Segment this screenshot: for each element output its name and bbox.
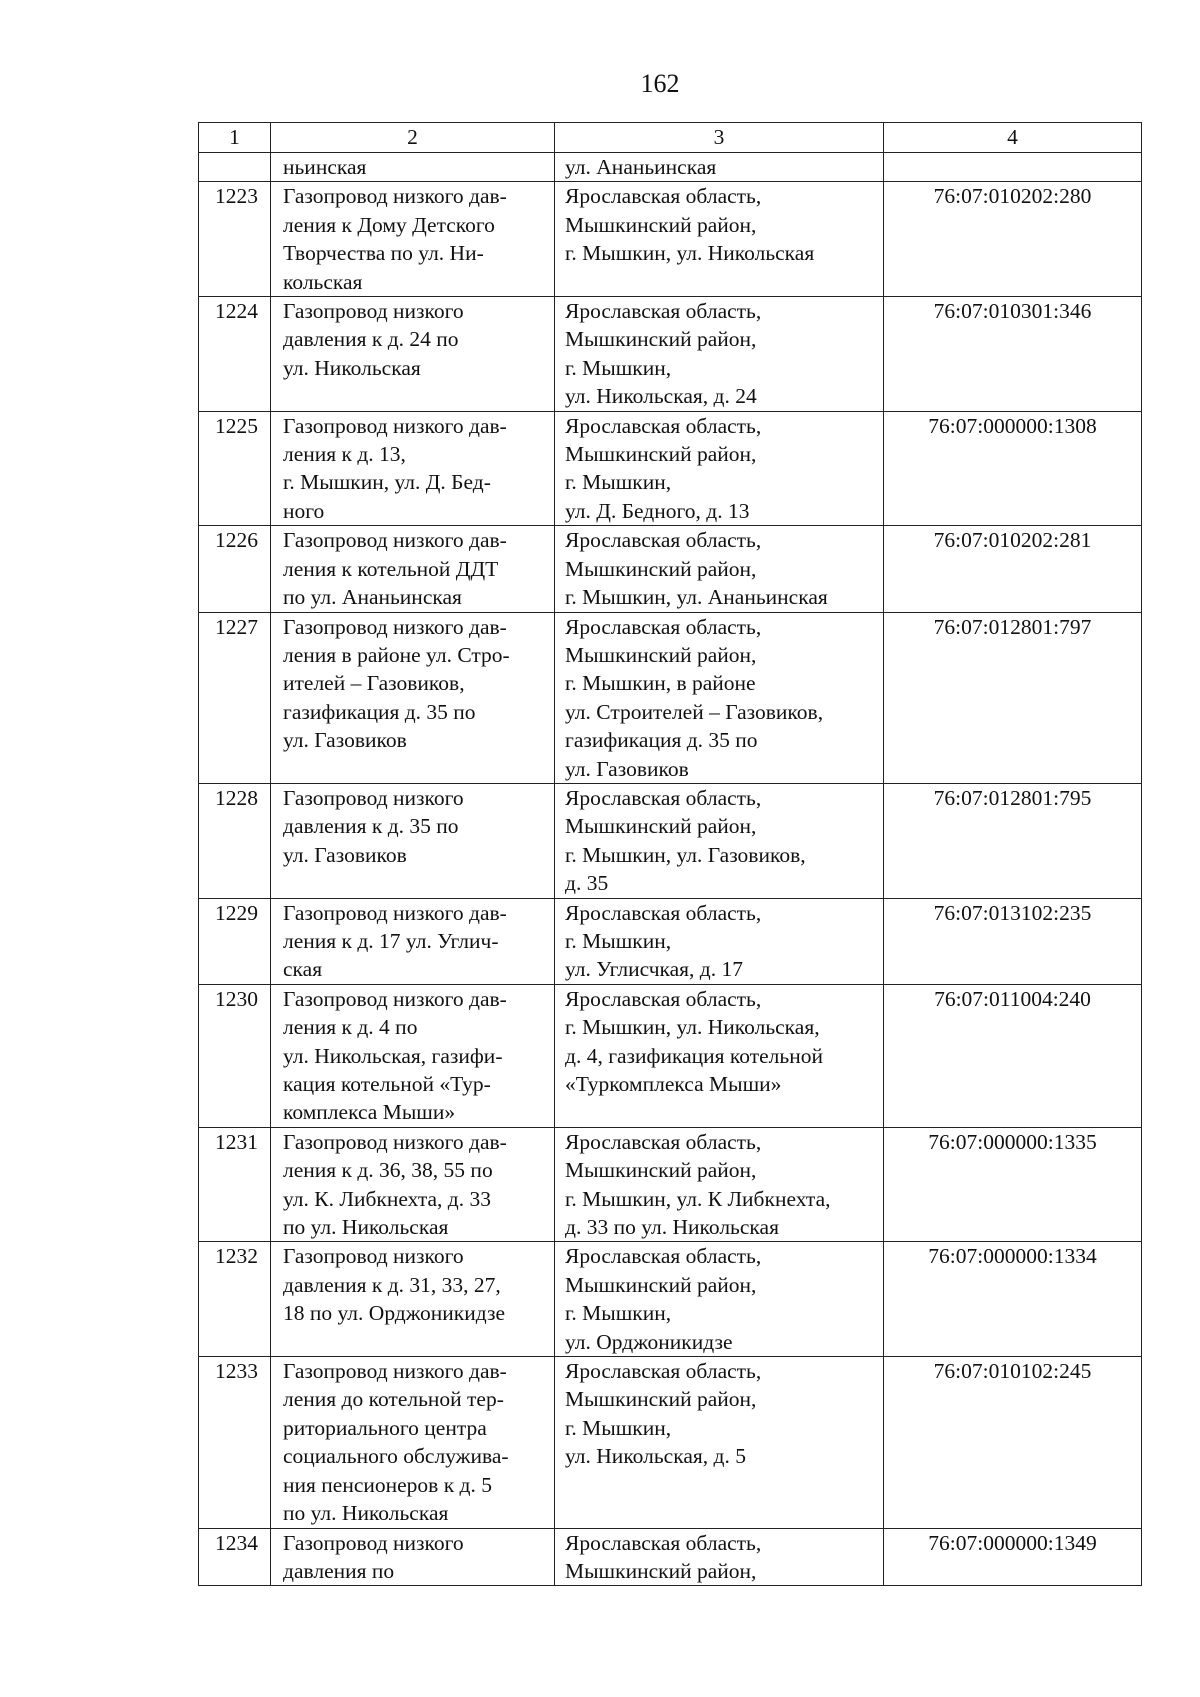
object-name: ньинская — [271, 153, 555, 182]
object-address: Ярославская область, Мышкинский район, г. Мышкин, ул. Никольская — [555, 182, 884, 297]
row-number: 1232 — [199, 1242, 271, 1357]
object-address: Ярославская область, Мышкинский район, — [555, 1528, 884, 1586]
column-header-2: 2 — [271, 123, 555, 153]
object-name: Газопровод низкого дав- ления к Дому Детского Творчества по ул. Ни- кольская — [271, 182, 555, 297]
cadastral-number: 76:07:011004:240 — [884, 984, 1142, 1127]
table-row — [199, 526, 1142, 612]
object-name: Газопровод низкого дав- ления к д. 4 по ул. Никольская, газифи- кация котельной «Тур- комплекса Мыши» — [271, 984, 555, 1127]
column-header-1: 1 — [199, 123, 271, 153]
cadastral-number: 76:07:010202:280 — [884, 182, 1142, 297]
object-name: Газопровод низкого дав- ления до котельной тер- риториального центра социального обслужива- ния пенсионеров к д. 5 по ул. Никольская — [271, 1357, 555, 1528]
registry-table-body — [199, 123, 1142, 1586]
object-address: Ярославская область, Мышкинский район, г. Мышкин, ул. Д. Бедного, д. 13 — [555, 411, 884, 526]
table-row — [199, 984, 1142, 1127]
row-number: 1231 — [199, 1127, 271, 1242]
row-number — [199, 153, 271, 182]
table-row — [199, 783, 1142, 898]
table-row — [199, 612, 1142, 783]
row-number: 1233 — [199, 1357, 271, 1528]
row-number: 1225 — [199, 411, 271, 526]
row-number: 1230 — [199, 984, 271, 1127]
row-number: 1228 — [199, 783, 271, 898]
object-address: ул. Ананьинская — [555, 153, 884, 182]
table-row — [199, 1242, 1142, 1357]
object-name: Газопровод низкого дав- ления к д. 36, 38, 55 по ул. К. Либкнехта, д. 33 по ул. Никольская — [271, 1127, 555, 1242]
column-header-4: 4 — [884, 123, 1142, 153]
object-name: Газопровод низкого дав- ления к д. 17 ул. Углич- ская — [271, 898, 555, 984]
cadastral-number: 76:07:000000:1334 — [884, 1242, 1142, 1357]
object-name: Газопровод низкого дав- ления к д. 13, г. Мышкин, ул. Д. Бед- ного — [271, 411, 555, 526]
row-number: 1226 — [199, 526, 271, 612]
object-name: Газопровод низкого давления к д. 31, 33, 27, 18 по ул. Орджоникидзе — [271, 1242, 555, 1357]
object-name: Газопровод низкого давления к д. 35 по ул. Газовиков — [271, 783, 555, 898]
table-row — [199, 1357, 1142, 1528]
table-row — [199, 1127, 1142, 1242]
row-number: 1234 — [199, 1528, 271, 1586]
cadastral-number: 76:07:010202:281 — [884, 526, 1142, 612]
object-name: Газопровод низкого давления по — [271, 1528, 555, 1586]
table-header-row — [199, 123, 1142, 153]
object-address: Ярославская область, Мышкинский район, г. Мышкин, ул. Газовиков, д. 35 — [555, 783, 884, 898]
table-row — [199, 297, 1142, 412]
cadastral-number: 76:07:010102:245 — [884, 1357, 1142, 1528]
object-address: Ярославская область, Мышкинский район, г. Мышкин, ул. Орджоникидзе — [555, 1242, 884, 1357]
table-row — [199, 898, 1142, 984]
cadastral-number: 76:07:012801:797 — [884, 612, 1142, 783]
cadastral-number: 76:07:012801:795 — [884, 783, 1142, 898]
object-address: Ярославская область, Мышкинский район, г. Мышкин, в районе ул. Строителей – Газовиков, газификация д. 35 по ул. Газовиков — [555, 612, 884, 783]
object-name: Газопровод низкого дав- ления в районе ул. Стро- ителей – Газовиков, газификация д. 35 по ул. Газовиков — [271, 612, 555, 783]
column-header-3: 3 — [555, 123, 884, 153]
row-number: 1224 — [199, 297, 271, 412]
object-address: Ярославская область, Мышкинский район, г. Мышкин, ул. К Либкнехта, д. 33 по ул. Никольская — [555, 1127, 884, 1242]
table-row — [199, 411, 1142, 526]
cadastral-number — [884, 153, 1142, 182]
row-number: 1223 — [199, 182, 271, 297]
object-address: Ярославская область, г. Мышкин, ул. Никольская, д. 4, газификация котельной «Туркомплекса Мыши» — [555, 984, 884, 1127]
cadastral-number: 76:07:010301:346 — [884, 297, 1142, 412]
object-address: Ярославская область, Мышкинский район, г. Мышкин, ул. Никольская, д. 24 — [555, 297, 884, 412]
object-name: Газопровод низкого дав- ления к котельной ДДТ по ул. Ананьинская — [271, 526, 555, 612]
row-number: 1229 — [199, 898, 271, 984]
object-address: Ярославская область, г. Мышкин, ул. Углисчкая, д. 17 — [555, 898, 884, 984]
cadastral-number: 76:07:000000:1349 — [884, 1528, 1142, 1586]
object-address: Ярославская область, Мышкинский район, г. Мышкин, ул. Ананьинская — [555, 526, 884, 612]
cadastral-number: 76:07:000000:1335 — [884, 1127, 1142, 1242]
page-number: 162 — [640, 69, 680, 98]
object-name: Газопровод низкого давления к д. 24 по ул. Никольская — [271, 297, 555, 412]
row-number: 1227 — [199, 612, 271, 783]
table-row — [199, 1528, 1142, 1586]
object-address: Ярославская область, Мышкинский район, г. Мышкин, ул. Никольская, д. 5 — [555, 1357, 884, 1528]
table-row — [199, 153, 1142, 182]
table-row — [199, 182, 1142, 297]
cadastral-number: 76:07:000000:1308 — [884, 411, 1142, 526]
cadastral-number: 76:07:013102:235 — [884, 898, 1142, 984]
registry-table — [198, 122, 1142, 1586]
